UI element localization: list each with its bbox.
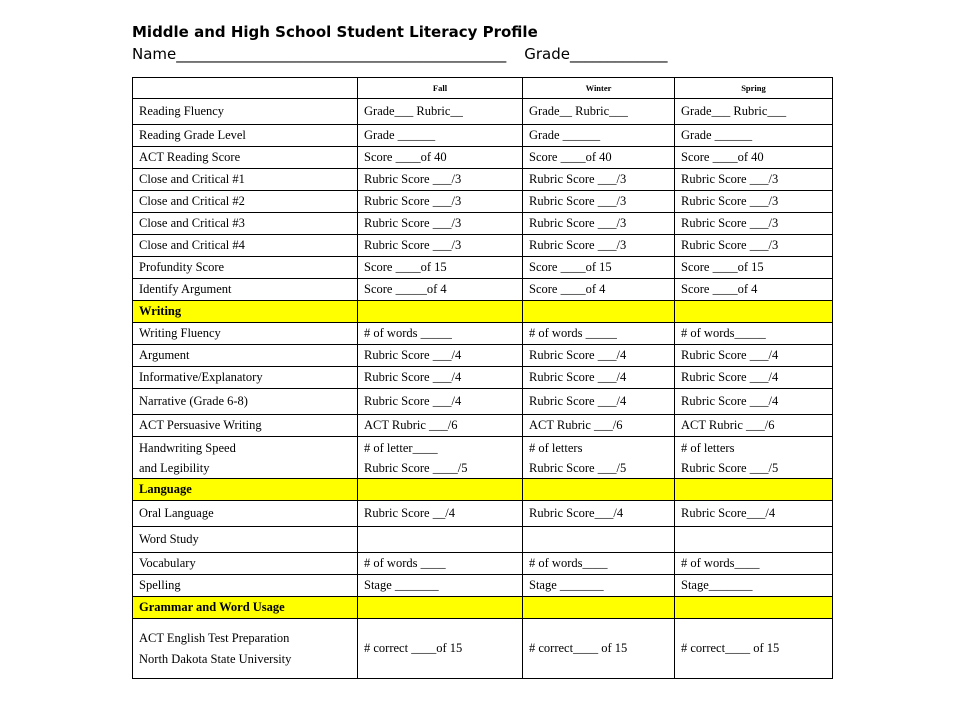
spring-cell[interactable]: Score ____of 4 — [675, 279, 833, 301]
fall-cell[interactable]: Rubric Score ___/4 — [358, 367, 523, 389]
literacy-profile-table — [132, 77, 833, 679]
spring-cell[interactable]: Rubric Score ___/3 — [675, 191, 833, 213]
fall-cell[interactable]: Grade___ Rubric__ — [358, 99, 523, 125]
row-label — [133, 619, 358, 679]
fall-cell[interactable]: Score ____of 40 — [358, 147, 523, 169]
fall-cell[interactable]: Rubric Score ___/4 — [358, 389, 523, 415]
winter-cell[interactable]: Rubric Score ___/3 — [523, 235, 675, 257]
column-header-winter: Winter — [523, 78, 675, 99]
winter-cell[interactable]: Score ____of 4 — [523, 279, 675, 301]
fall-line2: Rubric Score ____/5 — [364, 460, 468, 475]
table-row — [133, 389, 833, 415]
section-row-grammar — [133, 597, 833, 619]
spring-cell[interactable]: Grade ______ — [675, 125, 833, 147]
row-label-line1: Handwriting Speed — [139, 440, 236, 455]
table-row — [133, 147, 833, 169]
section-label: Language — [133, 479, 358, 501]
page-title: Middle and High School Student Literacy Profile — [132, 23, 538, 41]
row-label: Writing Fluency — [133, 323, 358, 345]
row-label: Reading Grade Level — [133, 125, 358, 147]
spring-line2: Rubric Score ___/5 — [681, 460, 779, 475]
spring-cell[interactable] — [675, 437, 833, 479]
column-header-label — [133, 78, 358, 99]
section-row-language — [133, 479, 833, 501]
winter-cell[interactable]: Rubric Score ___/3 — [523, 191, 675, 213]
table-row — [133, 213, 833, 235]
table-row — [133, 619, 833, 679]
row-label: Narrative (Grade 6-8) — [133, 389, 358, 415]
row-label-line2: and Legibility — [139, 460, 210, 475]
winter-cell[interactable]: Grade ______ — [523, 125, 675, 147]
table-row — [133, 527, 833, 553]
winter-cell[interactable]: ACT Rubric ___/6 — [523, 415, 675, 437]
table-row — [133, 279, 833, 301]
row-label: Informative/Explanatory — [133, 367, 358, 389]
winter-cell — [523, 301, 675, 323]
fall-cell[interactable]: Score _____of 4 — [358, 279, 523, 301]
section-label: Writing — [133, 301, 358, 323]
row-label: ACT Reading Score — [133, 147, 358, 169]
spring-cell[interactable]: ACT Rubric ___/6 — [675, 415, 833, 437]
fall-cell[interactable]: Rubric Score __/4 — [358, 501, 523, 527]
fall-cell[interactable] — [358, 437, 523, 479]
row-label: Spelling — [133, 575, 358, 597]
table-row — [133, 99, 833, 125]
spring-cell[interactable]: # of words_____ — [675, 323, 833, 345]
winter-cell[interactable]: Rubric Score ___/4 — [523, 367, 675, 389]
table-row — [133, 257, 833, 279]
fall-cell — [358, 479, 523, 501]
fall-cell[interactable]: Rubric Score ___/3 — [358, 169, 523, 191]
row-label: Reading Fluency — [133, 99, 358, 125]
row-label: ACT Persuasive Writing — [133, 415, 358, 437]
row-label: Close and Critical #1 — [133, 169, 358, 191]
fall-cell[interactable]: Rubric Score ___/4 — [358, 345, 523, 367]
winter-cell[interactable]: Rubric Score ___/3 — [523, 213, 675, 235]
header-row — [133, 78, 833, 99]
spring-cell — [675, 301, 833, 323]
fall-cell — [358, 597, 523, 619]
fall-cell[interactable]: # of words ____ — [358, 553, 523, 575]
winter-cell[interactable]: Rubric Score ___/3 — [523, 169, 675, 191]
spring-line1: # of letters — [681, 440, 735, 455]
winter-cell[interactable]: # of words____ — [523, 553, 675, 575]
table-row — [133, 575, 833, 597]
section-label: Grammar and Word Usage — [133, 597, 358, 619]
winter-line2: Rubric Score ___/5 — [529, 460, 627, 475]
spring-cell[interactable]: Grade___ Rubric___ — [675, 99, 833, 125]
fall-cell[interactable]: ACT Rubric ___/6 — [358, 415, 523, 437]
fall-cell[interactable]: Rubric Score ___/3 — [358, 191, 523, 213]
winter-cell[interactable]: Stage _______ — [523, 575, 675, 597]
row-label: Vocabulary — [133, 553, 358, 575]
winter-cell — [523, 479, 675, 501]
row-label: Identify Argument — [133, 279, 358, 301]
fall-cell[interactable]: Rubric Score ___/3 — [358, 213, 523, 235]
fall-cell[interactable]: Rubric Score ___/3 — [358, 235, 523, 257]
row-label: Close and Critical #4 — [133, 235, 358, 257]
winter-cell[interactable]: Score ____of 15 — [523, 257, 675, 279]
winter-line1: # of letters — [529, 440, 583, 455]
fall-cell — [358, 301, 523, 323]
row-label: Close and Critical #3 — [133, 213, 358, 235]
row-label: Word Study — [133, 527, 358, 553]
section-row-writing — [133, 301, 833, 323]
spring-cell[interactable]: Stage_______ — [675, 575, 833, 597]
spring-cell[interactable]: # correct____ of 15 — [675, 619, 833, 679]
spring-cell — [675, 479, 833, 501]
winter-cell[interactable] — [523, 437, 675, 479]
spring-cell — [675, 597, 833, 619]
table-row — [133, 367, 833, 389]
grade-field[interactable]: Grade_____________ — [524, 45, 668, 63]
row-label-line2: North Dakota State University — [139, 651, 292, 666]
fall-cell[interactable]: Grade ______ — [358, 125, 523, 147]
row-label: Close and Critical #2 — [133, 191, 358, 213]
winter-cell[interactable]: Rubric Score ___/4 — [523, 389, 675, 415]
spring-cell[interactable]: Rubric Score ___/4 — [675, 389, 833, 415]
table-row — [133, 553, 833, 575]
table-row — [133, 415, 833, 437]
winter-cell[interactable]: Rubric Score___/4 — [523, 501, 675, 527]
table-row — [133, 437, 833, 479]
column-header-spring: Spring — [675, 78, 833, 99]
winter-cell — [523, 597, 675, 619]
spring-cell[interactable]: Rubric Score ___/3 — [675, 235, 833, 257]
row-label-line1: ACT English Test Preparation — [139, 630, 290, 645]
fall-cell[interactable]: # correct ____of 15 — [358, 619, 523, 679]
winter-cell[interactable]: Rubric Score ___/4 — [523, 345, 675, 367]
spring-cell[interactable]: Score ____of 15 — [675, 257, 833, 279]
spring-cell[interactable]: Rubric Score___/4 — [675, 501, 833, 527]
table-row — [133, 125, 833, 147]
column-header-fall: Fall — [358, 78, 523, 99]
spring-cell[interactable]: Rubric Score ___/3 — [675, 169, 833, 191]
table-row — [133, 191, 833, 213]
winter-cell[interactable] — [523, 527, 675, 553]
fall-cell[interactable]: Score ____of 15 — [358, 257, 523, 279]
profile-header — [132, 21, 668, 65]
winter-cell[interactable]: # correct____ of 15 — [523, 619, 675, 679]
spring-cell[interactable]: # of words____ — [675, 553, 833, 575]
table-row — [133, 235, 833, 257]
row-label — [133, 437, 358, 479]
table-row — [133, 501, 833, 527]
winter-cell[interactable]: Score ____of 40 — [523, 147, 675, 169]
row-label: Oral Language — [133, 501, 358, 527]
spring-cell[interactable]: Score ____of 40 — [675, 147, 833, 169]
spring-cell[interactable] — [675, 527, 833, 553]
fall-line1: # of letter____ — [364, 440, 438, 455]
fall-cell[interactable]: # of words _____ — [358, 323, 523, 345]
winter-cell[interactable]: Grade__ Rubric___ — [523, 99, 675, 125]
fall-cell[interactable] — [358, 527, 523, 553]
spring-cell[interactable]: Rubric Score ___/3 — [675, 213, 833, 235]
name-field[interactable]: Name____________________________________________ — [132, 45, 507, 63]
row-label: Argument — [133, 345, 358, 367]
spring-cell[interactable]: Rubric Score ___/4 — [675, 345, 833, 367]
fall-cell[interactable]: Stage _______ — [358, 575, 523, 597]
spring-cell[interactable]: Rubric Score ___/4 — [675, 367, 833, 389]
table-row — [133, 345, 833, 367]
winter-cell[interactable]: # of words _____ — [523, 323, 675, 345]
row-label: Profundity Score — [133, 257, 358, 279]
table-row — [133, 323, 833, 345]
table-row — [133, 169, 833, 191]
name-grade-line — [132, 43, 668, 65]
